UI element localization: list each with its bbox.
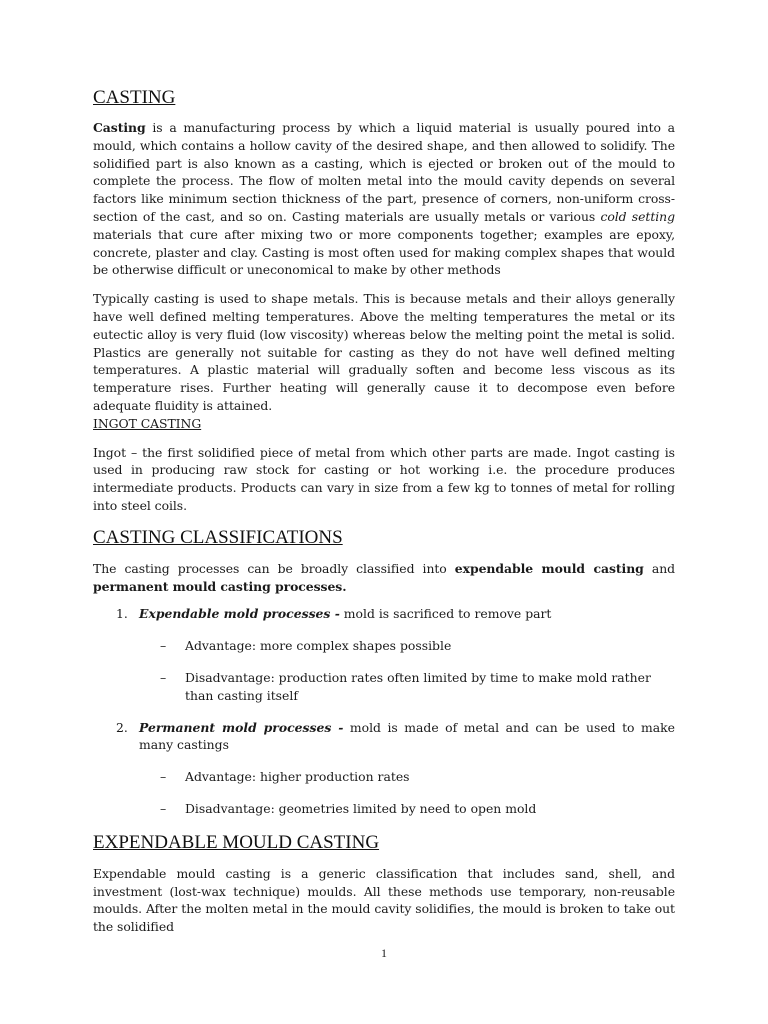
heading-casting-classifications: CASTING CLASSIFICATIONS (93, 526, 343, 548)
item-title: Permanent mold processes - (139, 719, 344, 735)
item-number: 2. (116, 719, 128, 735)
point-text: Disadvantage: production rates often limited by time to make mold rather than casting itself (185, 669, 651, 703)
list-item (93, 605, 675, 704)
item-number: 1. (116, 606, 128, 622)
dash-bullet: – (160, 800, 167, 816)
sub-list (93, 637, 675, 704)
heading-casting: CASTING (93, 87, 176, 108)
expendable-term: expendable mould casting (454, 560, 644, 576)
point-text: Advantage: more complex shapes possible (185, 638, 452, 654)
heading-expendable-mould-casting: EXPENDABLE MOULD CASTING (93, 831, 380, 853)
page-number: 1 (381, 946, 387, 960)
subheading-ingot-casting: INGOT CASTING (93, 415, 202, 431)
casting-term: Casting (93, 120, 146, 135)
list-item (93, 719, 675, 818)
intro-text-b: and (643, 560, 676, 576)
point-text: Disadvantage: geometries limited by need to open mold (185, 800, 537, 816)
sub-list-item (93, 800, 675, 818)
casting-p1-text-a: is a manufacturing process by which a liquid material is usually poured into a mould, which contains a hollow cavity of the desired shape, and then allowed to solidify. The solidified part is also known as a casting, which is ejected or broken out of the mould to complete the process. The flow of molten metal into the mould cavity depends on several factors like minimum section thickness of the part, presence of corners, non-uniform cross-section of the cast, and so on. Casting materials are usually metals or various (93, 120, 675, 224)
cold-setting-term: cold setting (600, 208, 675, 224)
classification-list (93, 605, 675, 817)
expendable-paragraph: Expendable mould casting is a generic classification that includes sand, shell, and investment (lost-wax technique) moulds. All these methods use temporary, non-reusable moulds. After the molten metal in the mould cavity solidifies, the mould is broken to take out the solidified (93, 865, 675, 935)
document-page (93, 86, 675, 936)
numbered-item (93, 605, 675, 623)
casting-paragraph-1 (93, 119, 675, 279)
item-text: mold is sacrificed to remove part (339, 606, 552, 622)
item-title: Expendable mold processes - (139, 606, 340, 622)
item-text: mold is made of metal and can be used to make many castings (139, 719, 675, 753)
casting-paragraph-2: Typically casting is used to shape metals. This is because metals and their alloys generally have well defined melting temperatures. Above the melting temperatures the metal or its eutectic alloy is very fluid (low viscosity) whereas below the melting point the metal is solid. Plastics are generally not suitable for casting as they do not have well defined melting temperatures. A plastic material will gradually soften and become less viscous as its temperature rises. Further heating will generally cause it to decompose even before adequate fluidity is attained. (93, 291, 675, 413)
permanent-term: permanent mould casting processes. (93, 578, 347, 594)
numbered-item (93, 719, 675, 755)
dash-bullet: – (160, 669, 167, 685)
sub-list-item (93, 669, 675, 705)
dash-bullet: – (160, 638, 167, 654)
point-text: Advantage: higher production rates (185, 769, 410, 785)
sub-list-item (93, 637, 675, 655)
classifications-intro (93, 560, 675, 596)
casting-p1-text-b: materials that cure after mixing two or more components together; examples are epoxy, concrete, plaster and clay. Casting is most often used for making complex shapes that would be otherwise difficult or uneconomical to make by other methods (93, 226, 675, 278)
ingot-paragraph: Ingot – the first solidified piece of metal from which other parts are made. Ingot casting is used in producing raw stock for casting or hot working i.e. the procedure produces intermediate products. Products can vary in size from a few kg to tonnes of metal for rolling into steel coils. (93, 444, 675, 513)
sub-list-item (93, 768, 675, 786)
dash-bullet: – (160, 769, 167, 785)
intro-text-a: The casting processes can be broadly classified into (93, 560, 455, 576)
sub-list (93, 768, 675, 818)
